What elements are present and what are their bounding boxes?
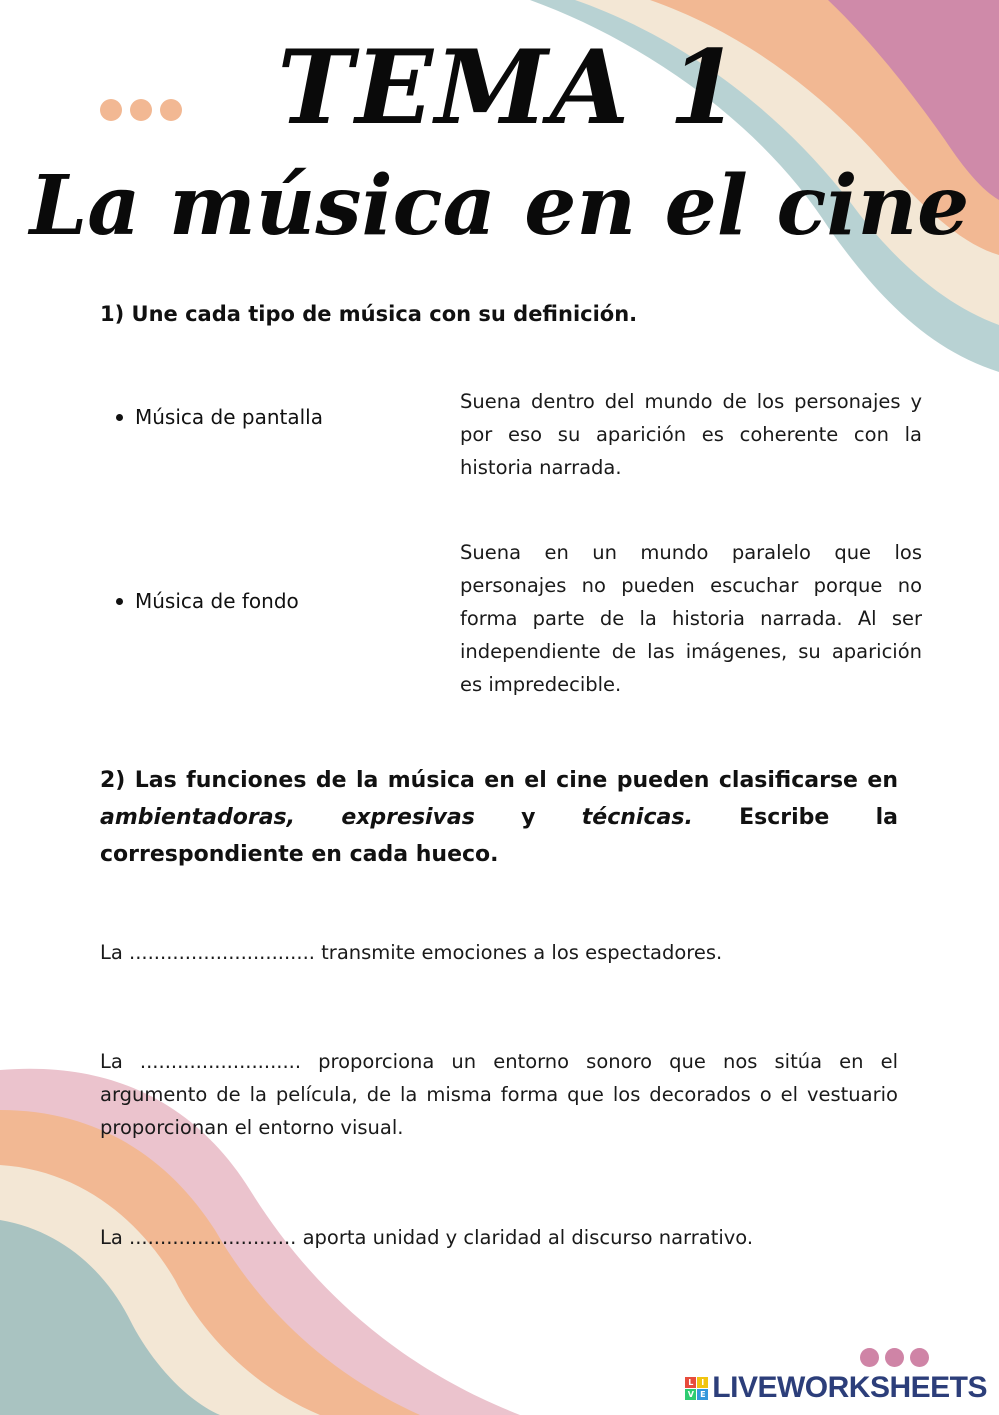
dot — [910, 1348, 929, 1367]
question-2-prompt — [100, 762, 898, 873]
prompt-conjunction: y — [474, 805, 582, 830]
logo-letter: V — [685, 1389, 696, 1400]
fill-sentence-2[interactable]: La .......................... proporciona un entorno sonoro que nos sitúa en el argumento de la película, de la misma forma que los decorados o el vestuario proporcionan el entorno visual. — [100, 1050, 898, 1139]
logo-letter: L — [685, 1377, 696, 1388]
fill-sentence-3[interactable]: La ........................... aporta unidad y claridad al discurso narrativo. — [100, 1226, 754, 1249]
bullet-icon — [116, 598, 123, 605]
logo-letter: E — [697, 1389, 708, 1400]
dot — [885, 1348, 904, 1367]
match-item-label: Música de pantalla — [135, 405, 323, 429]
term-ambientadoras: ambientadoras, — [100, 805, 296, 830]
definition-1[interactable]: Suena dentro del mundo de los personajes y por eso su aparición es coherente con la historia narrada. — [460, 390, 922, 479]
dot — [860, 1348, 879, 1367]
term-tecnicas: técnicas. — [581, 805, 693, 830]
bullet-icon — [116, 414, 123, 421]
fill-sentence-1[interactable]: La .............................. transmite emociones a los espectadores. — [100, 941, 723, 964]
match-item-pantalla[interactable] — [116, 405, 323, 429]
match-item-label: Música de fondo — [135, 589, 299, 613]
prompt-text-end: Escribe la correspondiente en cada hueco. — [100, 805, 898, 867]
definition-2[interactable]: Suena en un mundo paralelo que los personajes no pueden escuchar porque no forma parte de la historia narrada. Al ser independiente de las imágenes, su aparición es impredecible. — [460, 541, 922, 696]
logo-letter: I — [697, 1377, 708, 1388]
term-expresivas: expresivas — [341, 805, 475, 830]
liveworksheets-brand[interactable] — [685, 1371, 987, 1405]
dots-bottom-right — [860, 1348, 929, 1367]
page-subtitle: La música en el cine — [29, 158, 970, 254]
match-item-fondo[interactable] — [116, 589, 299, 613]
brand-text: LIVEWORKSHEETS — [712, 1371, 987, 1404]
prompt-text: 2) Las funciones de la música en el cine pueden clasificarse en — [100, 768, 898, 793]
liveworksheets-logo-icon — [685, 1377, 708, 1400]
question-1-prompt: 1) Une cada tipo de música con su definición. — [100, 302, 638, 326]
page-title: TEMA 1 — [277, 28, 742, 148]
